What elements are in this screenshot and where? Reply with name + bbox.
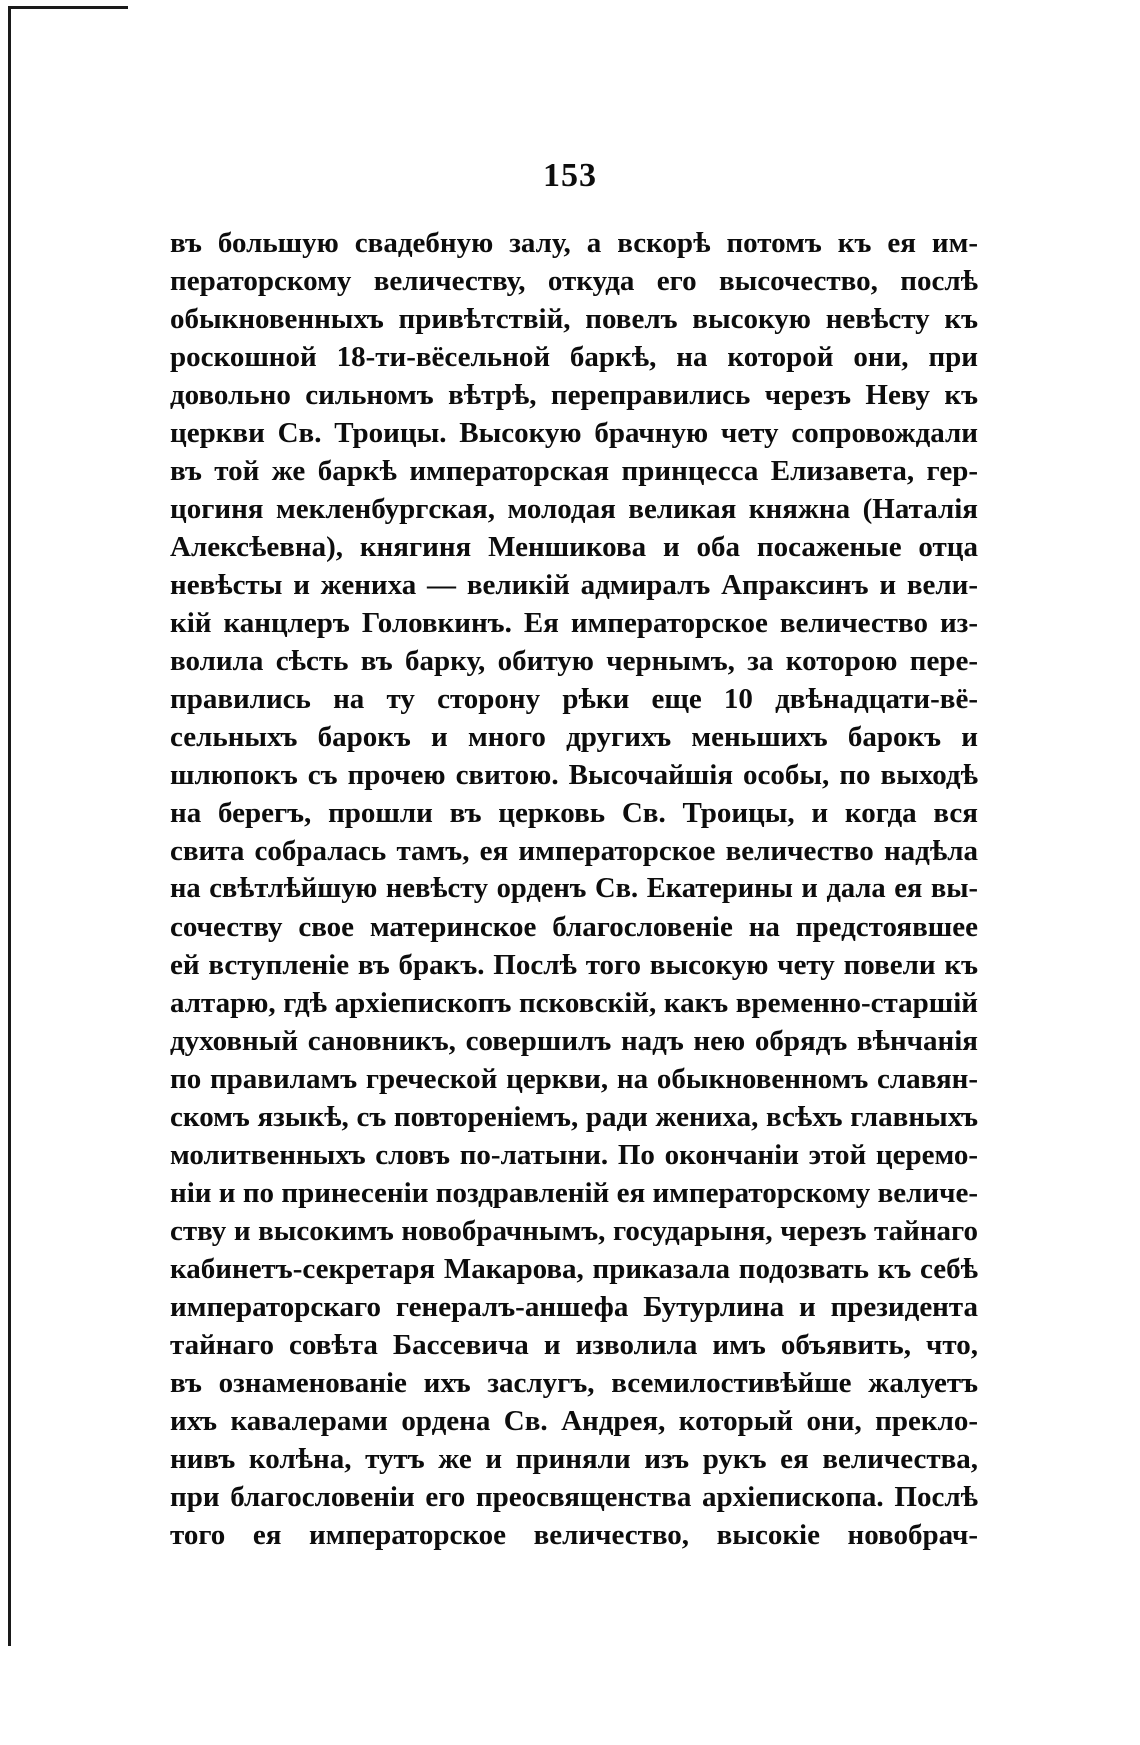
text-line: сельныхъ барокъ и много другихъ меньшихъ барокъ и: [170, 721, 978, 753]
text-line: цогиня мекленбургская, молодая великая княжна (Наталія: [170, 493, 978, 525]
text-line: на свѣтлѣйшую невѣсту орденъ Св. Екатерины и дала ея вы-: [170, 873, 978, 904]
text-line: при благословеніи его преосвященства архіепископа. Послѣ: [170, 1481, 978, 1513]
text-line: тайнаго совѣта Бассевича и изволила имъ объявить, что,: [170, 1329, 978, 1361]
text-line: кій канцлеръ Головкинъ. Ея императорское величество из-: [170, 607, 978, 639]
text-line: правились на ту сторону рѣки еще 10 двѣнадцати-вё-: [170, 683, 978, 715]
text-line: ніи и по принесеніи поздравленій ея императорскому величе-: [170, 1177, 978, 1209]
text-line: Алексѣевна), княгиня Меншикова и оба посаженые отца: [170, 531, 978, 563]
text-line: нивъ колѣна, тутъ же и приняли изъ рукъ ея величества,: [170, 1443, 978, 1475]
text-line: волила сѣсть въ барку, обитую чернымъ, за которою пере-: [170, 645, 978, 677]
text-line: невѣсты и жениха — великій адмиралъ Апраксинъ и вели-: [170, 569, 978, 601]
text-line: довольно сильномъ вѣтрѣ, переправились черезъ Неву къ: [170, 379, 978, 411]
text-line: на берегъ, прошли въ церковь Св. Троицы, и когда вся: [170, 797, 978, 829]
text-line: того ея императорское величество, высокіе новобрач-: [170, 1519, 978, 1551]
text-line: роскошной 18-ти-вёсельной баркѣ, на которой они, при: [170, 341, 978, 373]
text-line: императорскаго генералъ-аншефа Бутурлина и президента: [170, 1291, 978, 1323]
text-line: кабинетъ-секретаря Макарова, приказала подозвать къ себѣ: [170, 1253, 978, 1285]
text-line: въ большую свадебную залу, а вскорѣ потомъ къ ея им-: [170, 227, 978, 259]
text-line: ператорскому величеству, откуда его высочество, послѣ: [170, 265, 978, 297]
page-number: 153: [543, 157, 597, 194]
text-line: въ той же баркѣ императорская принцесса Елизавета, гер-: [170, 455, 978, 487]
body-text: [170, 224, 978, 1554]
text-line: ству и высокимъ новобрачнымъ, государыня, черезъ тайнаго: [170, 1215, 978, 1247]
text-line: въ ознаменованіе ихъ заслугъ, всемилостивѣйше жалуетъ: [170, 1367, 978, 1399]
text-line: по правиламъ греческой церкви, на обыкновенномъ славян-: [170, 1063, 978, 1095]
text-line: шлюпокъ съ прочею свитою. Высочайшія особы, по выходѣ: [170, 759, 978, 791]
text-line: скомъ языкѣ, съ повтореніемъ, ради жениха, всѣхъ главныхъ: [170, 1101, 978, 1133]
text-line: ей вступленіе въ бракъ. Послѣ того высокую чету повели къ: [170, 949, 978, 981]
text-line: алтарю, гдѣ архіепископъ псковскій, какъ временно-старшій: [170, 987, 978, 1019]
text-line: обыкновенныхъ привѣтствій, повелъ высокую невѣсту къ: [170, 303, 978, 335]
text-line: ихъ кавалерами ордена Св. Андрея, который они, прекло-: [170, 1405, 978, 1437]
text-line: свита собралась тамъ, ея императорское величество надѣла: [170, 835, 978, 867]
scan-frame-top-border: [8, 6, 128, 9]
text-line: молитвенныхъ словъ по-латыни. По окончаніи этой церемо-: [170, 1139, 978, 1171]
scan-frame-left-border: [8, 6, 11, 1646]
text-line: духовный сановникъ, совершилъ надъ нею обрядъ вѣнчанія: [170, 1025, 978, 1057]
text-line: церкви Св. Троицы. Высокую брачную чету сопровождали: [170, 417, 978, 449]
text-line: сочеству свое материнское благословеніе на предстоявшее: [170, 911, 978, 943]
